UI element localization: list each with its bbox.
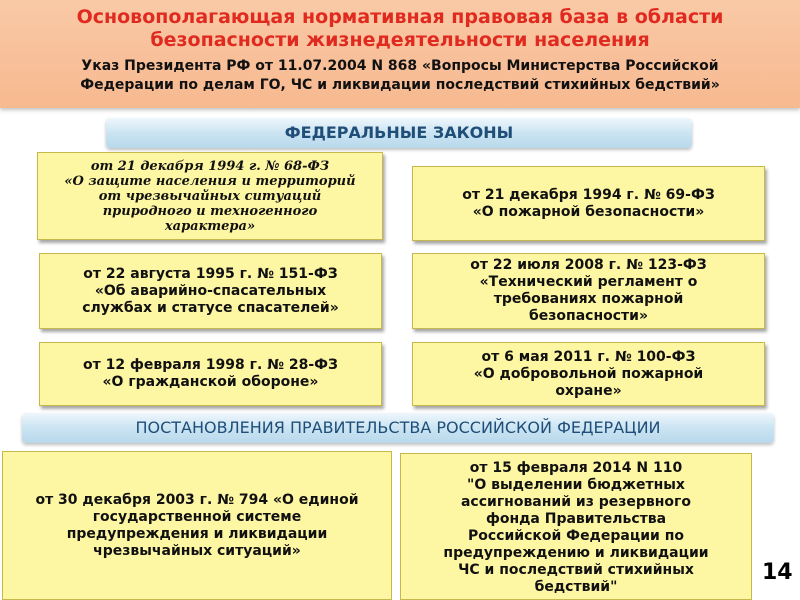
resolution-line: чрезвычайных ситуаций» bbox=[93, 542, 301, 559]
law-line: от 6 мая 2011 г. № 100-ФЗ bbox=[481, 348, 696, 365]
law-line: безопасности» bbox=[529, 308, 648, 324]
title-line-2: безопасности жизнедеятельности населения bbox=[150, 29, 650, 51]
law-line: «Технический регламент о bbox=[479, 274, 698, 290]
government-resolutions-heading: ПОСТАНОВЛЕНИЯ ПРАВИТЕЛЬСТВА РОССИЙСКОЙ ФЕДЕРАЦИИ bbox=[22, 413, 774, 443]
federal-laws-heading: ФЕДЕРАЛЬНЫЕ ЗАКОНЫ bbox=[106, 118, 692, 148]
resolution-line: ЧС и последствий стихийных bbox=[458, 562, 694, 578]
resolution-line: фонда Правительства bbox=[485, 511, 667, 527]
law-line: «О защите населения и территорий bbox=[64, 173, 356, 189]
law-line: охране» bbox=[555, 382, 622, 399]
law-box-100fz bbox=[412, 342, 765, 406]
resolution-line: предупреждения и ликвидации bbox=[66, 525, 328, 542]
law-line: характера» bbox=[164, 218, 256, 234]
law-line: от 21 декабря 1994 г. № 68-ФЗ bbox=[90, 158, 330, 174]
law-line: от 21 декабря 1994 г. № 69-ФЗ bbox=[462, 186, 715, 203]
subtitle-line-1: Указ Президента РФ от 11.07.2004 N 868 «Вопросы Министерства Российской bbox=[81, 58, 719, 74]
law-box-151fz bbox=[39, 253, 382, 329]
law-box-123fz bbox=[412, 253, 765, 329]
resolution-line: от 30 декабря 2003 г. № 794 «О единой bbox=[35, 491, 359, 508]
title-line-1: Основополагающая нормативная правовая база в области bbox=[76, 6, 724, 28]
resolution-line: предупреждению и ликвидации bbox=[443, 545, 709, 561]
law-line: «О добровольной пожарной bbox=[473, 365, 704, 382]
law-line: «О гражданской обороне» bbox=[102, 374, 319, 390]
law-line: от 12 февраля 1998 г. № 28-ФЗ bbox=[83, 357, 338, 373]
resolution-line: ассигнований из резервного bbox=[460, 494, 691, 510]
resolution-line: от 15 февраля 2014 N 110 bbox=[469, 460, 683, 476]
resolution-box-110 bbox=[400, 453, 752, 600]
law-line: требованиях пожарной bbox=[493, 291, 684, 307]
law-line: «О пожарной безопасности» bbox=[472, 203, 705, 220]
subtitle-line-2: Федерации по делам ГО, ЧС и ликвидации последствий стихийных бедствий» bbox=[80, 77, 720, 93]
resolution-line: "О выделении бюджетных bbox=[467, 477, 685, 493]
law-line: от 22 августа 1995 г. № 151-ФЗ bbox=[83, 265, 338, 282]
slide-header bbox=[0, 0, 800, 108]
law-line: природного и техногенного bbox=[102, 203, 318, 219]
law-box-68fz bbox=[37, 152, 383, 240]
law-line: службах и статусе спасателей» bbox=[82, 299, 339, 316]
slide-title bbox=[0, 6, 800, 52]
law-line: от чрезвычайных ситуаций bbox=[98, 188, 322, 204]
resolution-line: государственной системе bbox=[92, 508, 302, 525]
law-box-28fz bbox=[39, 342, 382, 406]
page-number: 14 bbox=[762, 560, 793, 585]
resolution-line: Российской Федерации по bbox=[467, 528, 684, 544]
resolution-box-794 bbox=[2, 451, 392, 600]
law-box-69fz bbox=[412, 166, 765, 241]
resolution-line: бедствий" bbox=[534, 579, 618, 595]
slide-subtitle bbox=[0, 57, 800, 95]
law-line: от 22 июля 2008 г. № 123-ФЗ bbox=[470, 257, 707, 273]
law-line: «Об аварийно-спасательных bbox=[94, 282, 327, 299]
